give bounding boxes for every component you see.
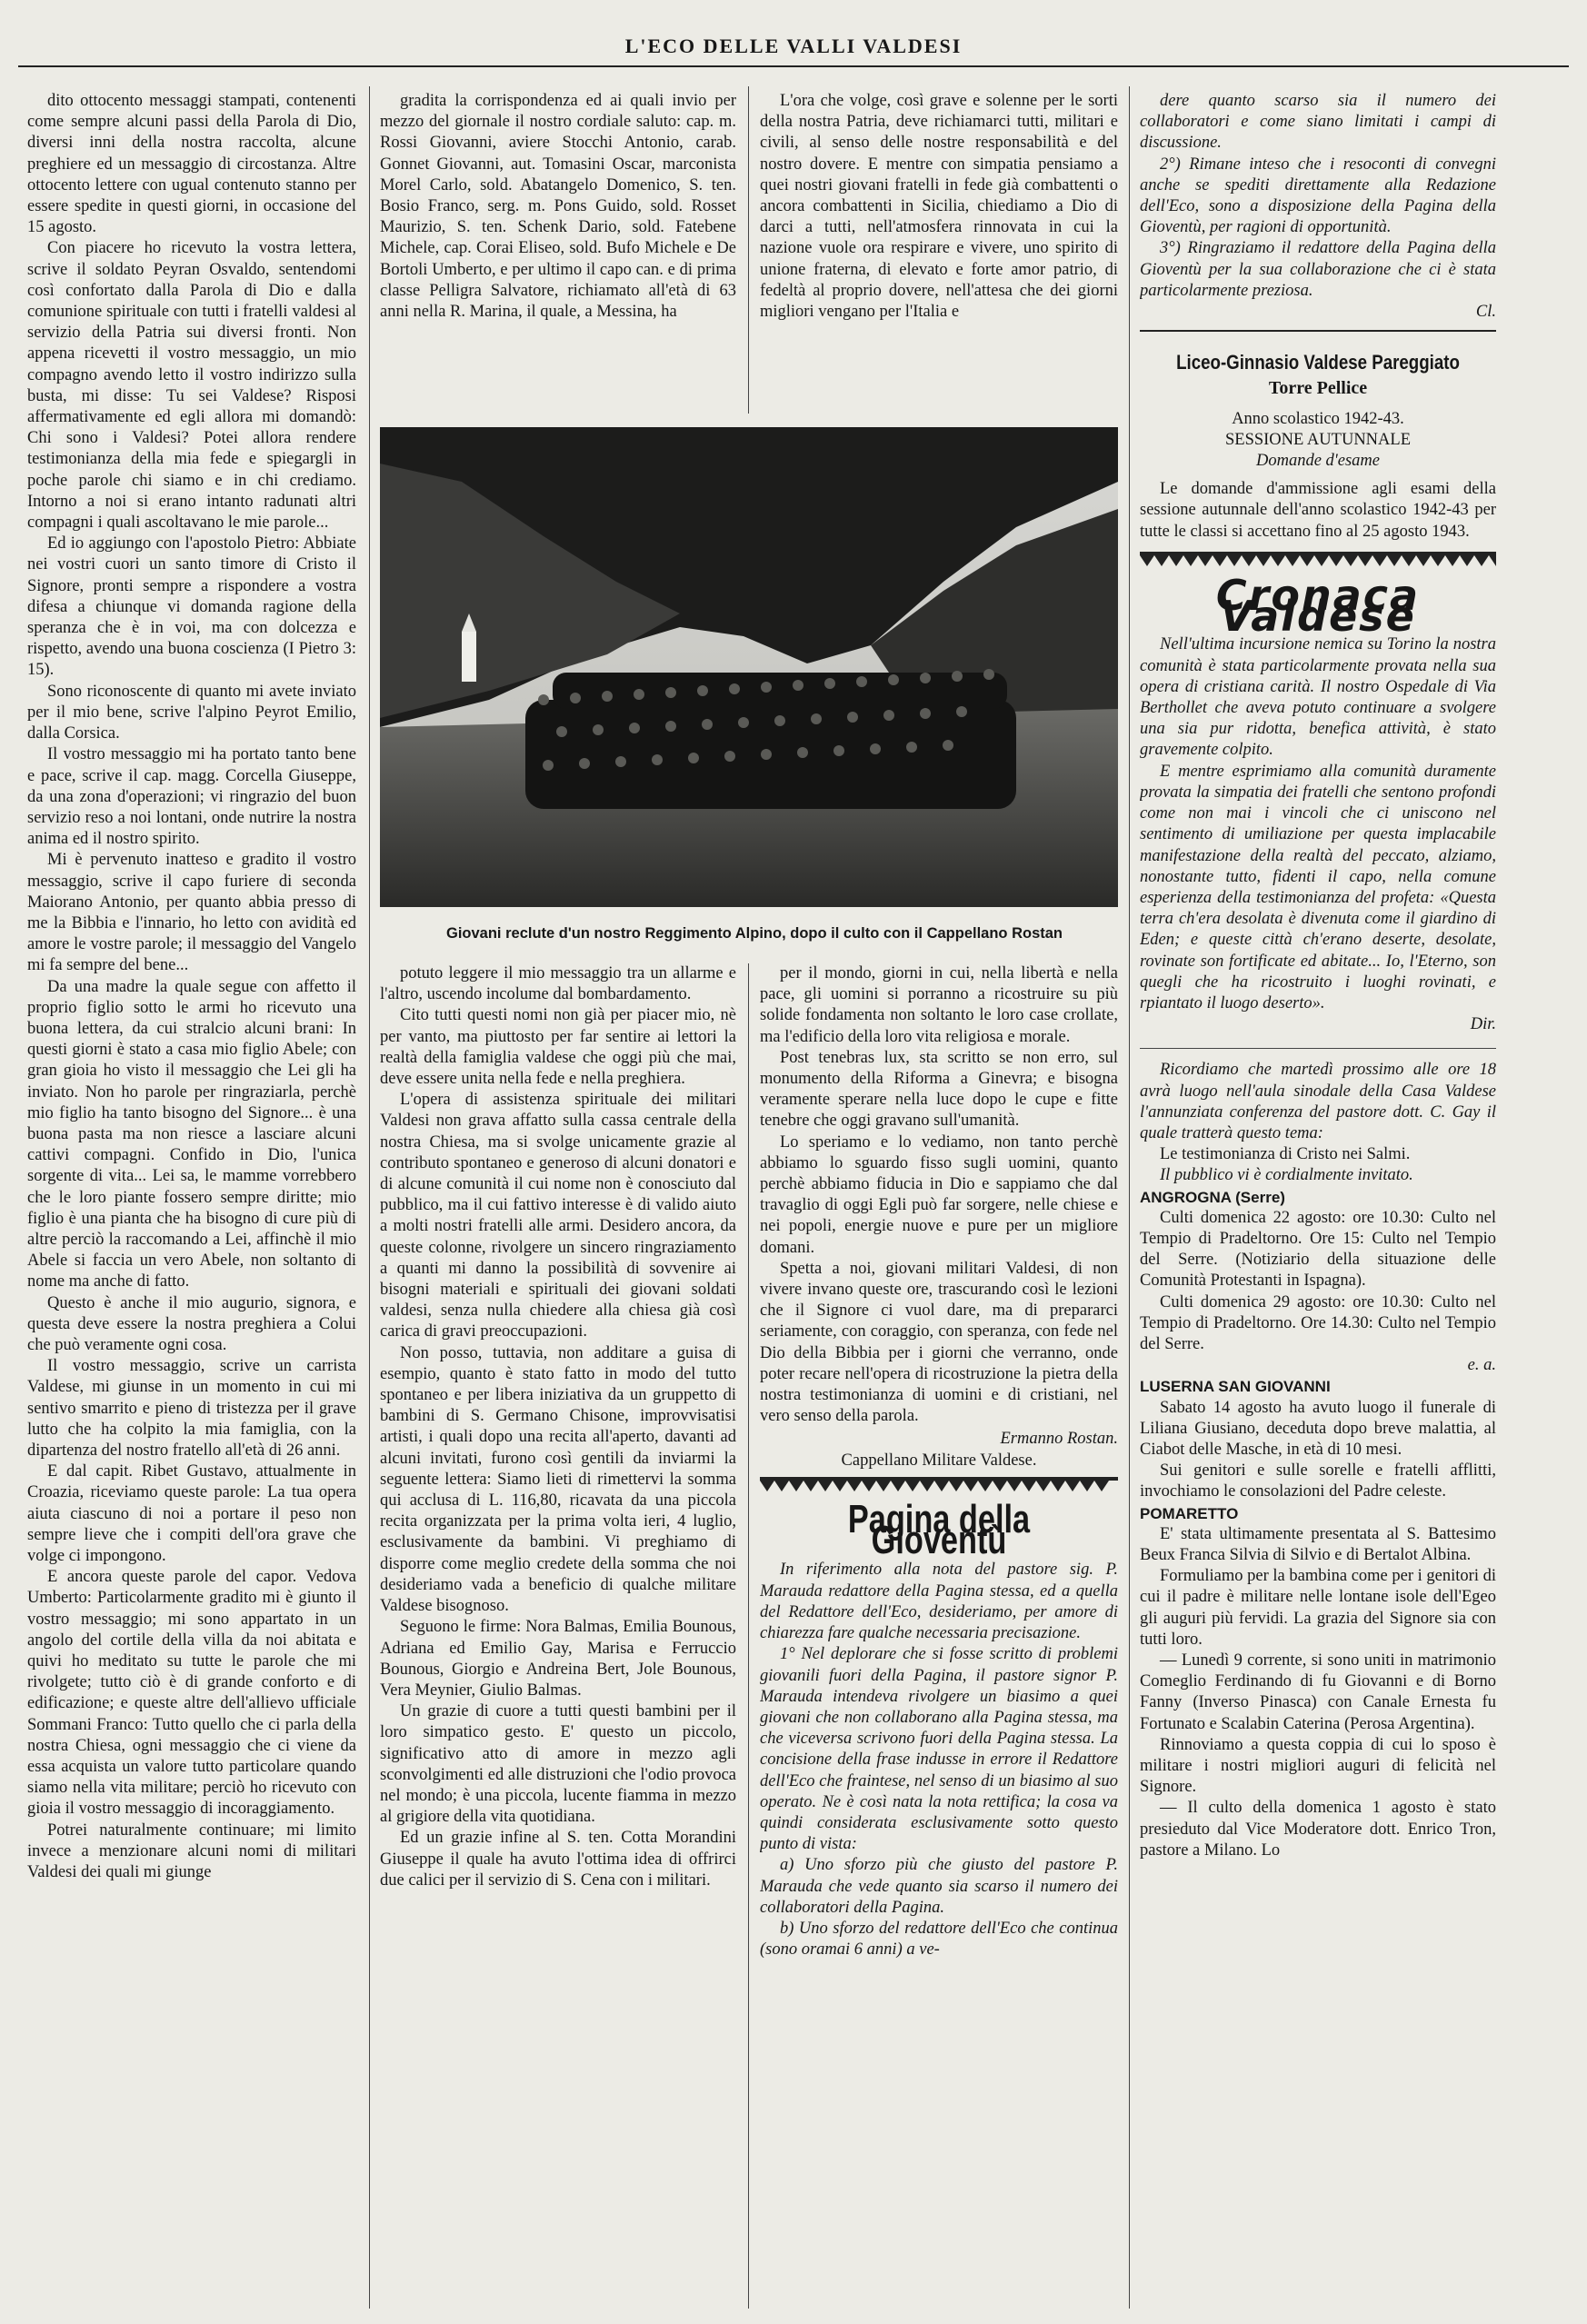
paragraph: Potrei naturalmente continuare; mi limito invece a menzionare alcuni nomi di militari Valdesi dei quali mi giunge [27, 1820, 356, 1882]
conference-notice: Ricordiamo che martedì prossimo alle ore 18 avrà luogo nell'aula sinodale della Casa Valdese l'annunziata conferenza del pastore dott. C. Gay il quale tratterà questo tema: [1140, 1061, 1496, 1142]
conference-theme: Le testimonianza di Cristo nei Salmi. [1160, 1145, 1411, 1164]
section-ornament [760, 1477, 1118, 1493]
column-3-bottom-body [760, 963, 1118, 1427]
cronaca-title: Cronaca Valdese [1215, 571, 1421, 642]
col4-top-signature: Cl. [1475, 303, 1496, 322]
paragraph: Il vostro messaggio, scrive un carrista Valdese, mi giunse in un momento in cui mi sentivo smarrito e pieno di tristezza per il grave lutto che ha colpito la mia famiglia, con la dipartenza del nostro fratello all'età di 26 anni. [27, 1357, 356, 1460]
paragraph: Sabato 14 agosto ha avuto luogo il funerale di Liliana Giusiano, deceduta dopo breve malattia, al Ciabot delle Masche, in età di 10 mesi. [1140, 1398, 1496, 1459]
paragraph: Cito tutti questi nomi non già per piacer mio, nè per vanto, ma piuttosto per far sentire ai lettori la realtà della famiglia valdese che oggi più che mai, deve essere unita nella fede e nella preghiera. [380, 1006, 736, 1089]
masthead-rule [18, 65, 1569, 67]
gioventu-body [760, 1560, 1118, 1960]
paragraph: 1° Nel deplorare che si fosse scritto di problemi giovanili fuori della Pagina, il pastore signor P. Marauda intendeva rivolgere un biasimo a quei giovani che non collaborano alla Pagina stessa, ma che viceversa scrivono fuori della Pagina stessa. La concisione della frase indusse in errore il Redattore dell'Eco che fraintese, nel senso di un biasimo al suo operato. Ne è così nata la nota rettifica; la cosa va quindi considerata esclusivamente sotto questo punto di vista: [760, 1645, 1118, 1854]
paragraph: Il vostro messaggio mi ha portato tanto bene e pace, scrive il cap. magg. Corcella Giuseppe, da una zona d'operazioni; vi ringrazio del buon servizio reso a noi lontani, onde nutrire la nostra anima ed il nostro spirito. [27, 745, 356, 849]
column-4 [1140, 91, 1496, 2309]
paragraph: — Lunedì 9 corrente, si sono uniti in matrimonio Comeglio Ferdinando di fu Giovanni e di Borno Fanny (Inverso Pinasca) con Canale Ernesta fu Fortunato e Scalabin Caterina (Perosa Argentina). [1140, 1651, 1496, 1733]
paragraph: L'opera di assistenza spirituale dei militari Valdesi non grava affatto sulla cassa centrale della nostra Chiesa, ma si svolge unicamente grazie al contributo spontaneo e generoso di alcuni donatori e di alcune comunità il cui nome non è conosciuto dal pubblico, ma il cui fattivo interesse è di valido aiuto a molti nostri fratelli alle armi. Desidero ancora, da queste colonne, rivolgere un sincero ringraziamento a quanti mi danno la possibilità di sovvenire ai bisogni materiali e spirituali dei giovani soldati valdesi, senza nulla chiedere alla chiesa già così carica di gravi preoccupazioni. [380, 1091, 736, 1342]
paragraph: E dal capit. Ribet Gustavo, attualmente in Croazia, riceviamo queste parole: La tua opera aiuta ciascuno di noi a portare il peso non sempre lieve che i compiti dell'ora grave che volge ci impongono. [27, 1462, 356, 1566]
cronaca-intro-signature: Dir. [1470, 1015, 1496, 1034]
liceo-title: Liceo-Ginnasio Valdese Pareggiato [1176, 351, 1460, 374]
cronaca-intro [1140, 634, 1496, 1014]
paragraph: E mentre esprimiamo alla comunità duramente provata la simpatia dei fratelli che sentono profondi come non mai i vincoli che ci uniscono nel sentimento di umiliazione per questa implacabile manifestazione della realtà del peccato, alziamo, nonostante tutto, fidenti il capo, nella comune esperienza della testimonianza del profeta: «Questa terra ch'era desolata è divenuta come il giardino di Eden; e queste città ch'erano deserte, desolate, rovinate son fortificate ed abitate... Io, l'Eterno, son quegli che ha ricostruito i luoghi rovinati, e rpiantato il luogo deserto». [1140, 762, 1496, 1012]
pomaretto-body [1140, 1524, 1496, 1861]
column-3-top [760, 91, 1118, 414]
column-4-top-body [1140, 91, 1496, 302]
paragraph: per il mondo, giorni in cui, nella libertà e nella pace, gli uomini si porranno a ricostruire su più solide fondamenta non soltanto le loro case crollate, ma l'edificio della loro vita religiosa e morale. [760, 964, 1118, 1046]
column-divider [369, 86, 370, 2309]
luserna-body [1140, 1398, 1496, 1503]
alpine-regiment-photo [380, 427, 1118, 907]
paragraph: Post tenebras lux, sta scritto se non erro, sul monumento della Riforma a Ginevra; e bisogna veramente sperare nella luce dopo le cupe e fitte tenebre che oggi gravano sull'umanità. [760, 1048, 1118, 1131]
paragraph: E' stata ultimamente presentata al S. Battesimo Beux Franca Silvia di Silvio e di Bertalot Albina. [1140, 1524, 1496, 1564]
paragraph: Lo speriamo e lo vediamo, non tanto perchè abbiamo lo sguardo fisso sugli uomini, quanto perchè abbiamo fiducia in Dio e sappiamo che dal travaglio di oggi Egli può far sorgere, nelle chiese e nei popoli, energie nuove e pure per un migliore domani. [760, 1132, 1118, 1257]
paragraph: Rinnoviamo a questa coppia di cui lo sposo è militare i nostri migliori auguri di felicità nel Signore. [1140, 1735, 1496, 1797]
pomaretto-heading: POMARETTO [1140, 1504, 1239, 1522]
paragraph: Culti domenica 22 agosto: ore 10.30: Culto nel Tempio di Pradeltorno. Ore 15: Culto nel Tempio del Serre. (Notiziario della situazione delle Comunità Protestanti in Ispagna). [1140, 1208, 1496, 1291]
paragraph: 3°) Ringraziamo il redattore della Pagina della Gioventù per la sua collaborazione che ci è stata particolarmente preziosa. [1140, 239, 1496, 300]
angrogna-signature: e. a. [1467, 1356, 1496, 1375]
paragraph: Sui genitori e sulle sorelle e fratelli afflitti, invochiamo le consolazioni del Padre celeste. [1140, 1461, 1496, 1501]
paragraph: E ancora queste parole del capor. Vedova Umberto: Particolarmente gradito mi è giunto il vostro messaggio; mi sono appartato in un angolo del cortile della villa da noi abitata e quivi ho meditato su tutte le parole che mi rivolgete; tutto ciò è di grande conforto e di edificazione; e queste altre dell'allievo ufficiale Sommani Franco: Tutto quello che ci parla della nostra Chiesa, ogni messaggio che ci viene da essa acquista un valore tutto particolare quando siamo nella vita militare; perciò ho ricevuto con gioia il vostro messaggio di incoraggiamento. [27, 1568, 356, 1819]
angrogna-heading: ANGROGNA (Serre) [1140, 1188, 1285, 1206]
paragraph: b) Uno sforzo del redattore dell'Eco che continua (sono oramai 6 anni) a ve- [760, 1919, 1118, 1960]
paragraph: Un grazie di cuore a tutti questi bambini per il loro simpatico gesto. E' questo un piccolo, significativo atto di amore in mezzo agli sconvolgimenti ed alle distruzioni che l'odio provoca nel mondo; è una piccola, lucente fiamma in mezzo al grigiore della vita quotidiana. [380, 1702, 736, 1827]
paragraph: 2°) Rimane inteso che i resoconti di convegni anche se spediti direttamente alla Redazione dell'Eco, sono a disposizione della Pagina della Gioventù, per ragioni di opportunità. [1140, 155, 1496, 237]
section-ornament [1140, 552, 1496, 568]
angrogna-body [1140, 1208, 1496, 1355]
column-divider [748, 86, 749, 414]
liceo-session: SESSIONE AUTUNNALE [1224, 430, 1411, 449]
paragraph: dere quanto scarso sia il numero dei collaboratori e come siano limitati i campi di discussione. [1140, 92, 1496, 153]
column-2-top [380, 91, 736, 414]
paragraph: Mi è pervenuto inatteso e gradito il vostro messaggio, scrive il capo furiere di seconda Maiorano Antonio, per quanto abbia presso di me la Bibbia e l'innario, ho letto con avidità ed amore le vostre parole; il messaggio del Vangelo mi fa sempre del bene... [27, 851, 356, 975]
paragraph: Culti domenica 29 agosto: ore 10.30: Culto nel Tempio di Pradeltorno. Ore 14.30: Culto nel Tempio del Serre. [1140, 1292, 1496, 1353]
liceo-place: Torre Pellice [1268, 378, 1368, 399]
paragraph: Spetta a noi, giovani militari Valdesi, di non vivere invano queste ore, trascurando così le lezioni che il Signore ci vuol dare, ma di prepararci seriamente, con coraggio, con speranza, con fede nel Dio della Bibbia per i giorni che verranno, onde poter recare nell'opera di ricostruzione la pietra della nostra testimonianza di uomini e di cristiani, nel vero senso della parola. [760, 1259, 1118, 1426]
paragraph: In riferimento alla nota del pastore sig. P. Marauda redattore della Pagina stessa, ed a quella del Redattore dell'Eco, desideriamo, per amore di chiarezza fare qualche necessaria precisazione. [760, 1561, 1118, 1643]
column-2-top-text: gradita la corrispondenza ed ai quali invio per mezzo del giornale il nostro cordiale saluto: cap. m. Rossi Giovanni, aviere Stocchi Antonio, carab. Gonnet Giovanni, aut. Tomasini Oscar, marconista Morel Carlo, sold. Abatangelo Domenico, S. ten. Bosio Franco, serg. m. Pons Guido, sold. Rosset Maurizio, S. ten. Schenk Dario, sold. Fatebene Michele, cap. Corai Eliseo, sold. Bufo Michele e De Bortoli Umberto, e per ultimo il capo can. e di prima classe Pelligra Salvatore, richiamato all'età di 63 anni nella R. Marina, il quale, a Messina, ha [380, 92, 736, 322]
paragraph: Nell'ultima incursione nemica su Torino la nostra comunità è stata particolarmente provata nella sua opera di cristiana carità. Il nostro Ospedale di Via Berthollet che aveva potuto continuare a svolgere una sia pur ridotta, benefica attività, è stato gravemente colpito. [1140, 635, 1496, 760]
paragraph: Ed io aggiungo con l'apostolo Pietro: Abbiate nei vostri cuori un santo timore di Cristo il Signore, pronti sempre a rispondere a vostra difesa a chiunque vi domanda ragione della speranza che è in voi, ma con dolcezza e rispetto, avendo una buona coscienza (I Pietro 3: 15). [27, 534, 356, 680]
liceo-body: Le domande d'ammissione agli esami della sessione autunnale dell'anno scolastico 1942-43 per tutte le classi si accettano fino al 25 agosto 1943. [1140, 480, 1496, 541]
luserna-heading: LUSERNA SAN GIOVANNI [1140, 1378, 1331, 1396]
chaplain-signature-name: Ermanno Rostan. [1000, 1430, 1118, 1449]
paragraph: Con piacere ho ricevuto la vostra lettera, scrive il soldato Peyran Osvaldo, sentendomi così confortato dalla Parola di Dio e dalla comunione spirituale con tutti i fratelli valdesi al servizio della Patria sui diversi fronti. Non appena ricevetti il vostro messaggio, un mio compagno avendo letto il vostro indirizzo sulla busta, mi disse: Tu sei Valdese? Risposi affermativamente ed egli allora mi domandò: Chi sono i Valdesi? Potei allora rendere testimonianza della mia fede e spiegargli in poche parole chi siamo e in chi crediamo. Intorno a noi si erano intanto radunati altri compagni i quali ascoltavano le mie parole... [27, 239, 356, 533]
paragraph: Sono riconoscente di quanto mi avete inviato per il mio bene, scrive l'alpino Peyrot Emilio, dalla Corsica. [27, 682, 356, 743]
column-divider [748, 963, 749, 2309]
paragraph: — Il culto della domenica 1 agosto è stato presieduto dal Vice Moderatore dott. Enrico Tron, pastore a Milano. Lo [1140, 1799, 1496, 1860]
paragraph: Da una madre la quale segue con affetto il proprio figlio sotto le armi ho ricevuto una buona lettera, da cui stralcio alcuni brani: In questi giorni è stato a casa mio figlio Abele; con gran gioia ho visto il messaggio che Lei gli ha inviato. Non ho parole per ringraziarla, perchè mio figlio ha tanto bisogno del Signore... è una buona pasta ma non riesce a lasciare alcuni cattivi compagni. Confido in Dio, l'unica sorgente di vita... Lei sa, le mamme vorrebbero che le loro piante fossero sempre diritte; mio figlio è una pianta che ha bisogno di cure più di altre perciò la raccomando a Lei, affinchè il mio Abele si faccia un vero Abele, non soltanto di nome ma anche di fatto. [27, 977, 356, 1292]
conference-invite: Il pubblico vi è cordialmente invitato. [1160, 1166, 1413, 1185]
column-2-bottom [380, 963, 736, 2309]
gioventu-title: Pagina della Gioventù [847, 1497, 1031, 1563]
paragraph: Ed un grazie infine al S. ten. Cotta Morandini Giuseppe il quale ha avuto l'ottima idea di offrirci due calici per il servizio di S. Cena con i militari. [380, 1829, 736, 1890]
chaplain-signature-title: Cappellano Militare Valdese. [841, 1451, 1037, 1470]
paragraph: a) Uno sforzo più che giusto del pastore P. Marauda che vede quanto sia scarso il numero dei collaboratori della Pagina. [760, 1856, 1118, 1917]
paragraph: Seguono le firme: Nora Balmas, Emilia Bounous, Adriana ed Emilio Gay, Marisa e Ferruccio Bounous, Giorgio e Andreina Bert, Jole Bounous, Vera Meynier, Giulio Balmas. [380, 1618, 736, 1700]
paragraph: dito ottocento messaggi stampati, contenenti come sempre alcuni passi della Parola di Dio, diversi inni della nostra raccolta, alcune preghiere ed un messaggio di circostanza. Altre ottocento lettere con ugual contenuto stanno per essere spedite in questi giorni, in occasione del 15 agosto. [27, 92, 356, 237]
divider-rule [1140, 330, 1496, 332]
divider-rule [1140, 1048, 1496, 1049]
photo-caption: Giovani reclute d'un nostro Reggimento Alpino, dopo il culto con il Cappellano Rostan [446, 925, 1063, 942]
paragraph: potuto leggere il mio messaggio tra un allarme e l'altro, uscendo incolume dal bombardamento. [380, 964, 736, 1004]
paragraph: Questo è anche il mio augurio, signora, e questa deve essere la nostra preghiera a Colui che può veramente ogni cosa. [27, 1293, 356, 1354]
column-1 [27, 91, 356, 2309]
column-3-top-text: L'ora che volge, così grave e solenne per le sorti della nostra Patria, deve richiamarci tutti, militari e civili, al senso delle nostre responsabilità e del nostro dovere. E mentre con simpatia pensiamo a quei nostri giovani fratelli in fede già combattenti o ancora combattenti in Sicilia, chiediamo a Dio di darci a tutti, nell'atmosfera rinnovata in cui la nazione vuole ora respirare e vivere, uno spirito di unione fraterna, di elevato e forte amor patrio, di fedeltà al proprio dovere, nell'attesa che dei giorni migliori vengano per l'Italia e [760, 92, 1118, 322]
paragraph: Formuliamo per la bambina come per i genitori di cui il padre è militare nelle lontane isole dell'Egeo gli auguri più fervidi. La grazia del Signore sia con tutti loro. [1140, 1567, 1496, 1649]
column-divider [1129, 86, 1130, 2309]
paragraph: Non posso, tuttavia, non additare a guisa di esempio, quanto è stato fatto in modo del tutto spontaneo e per libera iniziativa da un gruppetto di bambini di S. Germano Chisone, improvvisatisi artisti, i quali dopo una recita all'aperto, davanti ad alcuni invitati, furono così gentili da inviarmi la seguente lettera: Siamo lieti di rimettervi la somma qui acclusa di L. 116,80, ricavata da una piccola recita organizzata per la prima volta ieri, 4 luglio, esclusivamente da bambini. Vi preghiamo di disporre come meglio credete della somma che noi desideriamo vada a beneficio di qualche militare Valdese bisognoso. [380, 1343, 736, 1616]
liceo-sub: Domande d'esame [1256, 452, 1380, 471]
column-3-bottom [760, 963, 1118, 2309]
newspaper-masthead: L'ECO DELLE VALLI VALDESI [624, 35, 963, 57]
liceo-year: Anno scolastico 1942-43. [1232, 409, 1404, 428]
